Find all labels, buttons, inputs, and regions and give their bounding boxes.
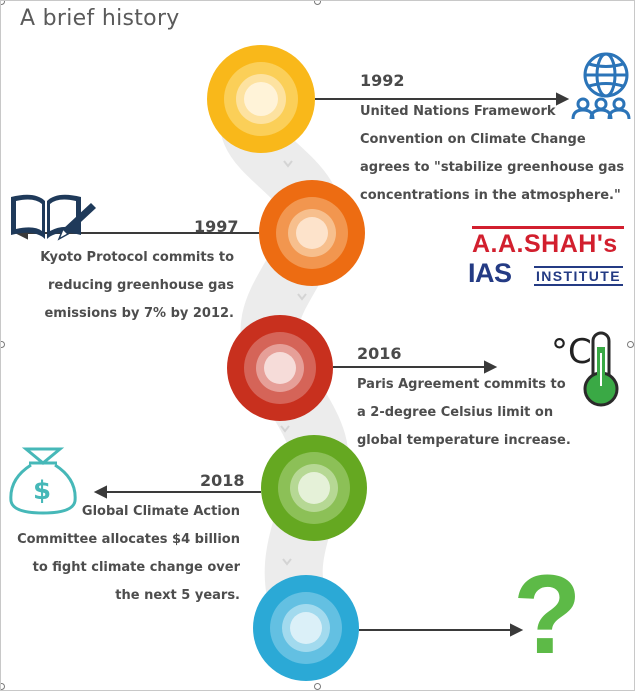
event-2018-line: the next 5 years. — [115, 588, 240, 603]
event-1992-line: United Nations Framework — [360, 104, 556, 119]
circle-future — [253, 575, 359, 681]
dollar-symbol: $ — [33, 476, 52, 506]
event-1997-line: emissions by 7% by 2012. — [44, 306, 234, 321]
institute-logo — [468, 226, 627, 290]
event-2018-line: Committee allocates $4 billion — [17, 532, 240, 547]
logo-top-rule — [472, 226, 624, 229]
page-title: A brief history — [20, 6, 180, 31]
event-2016-description — [357, 371, 571, 455]
logo-ias: IAS — [468, 258, 512, 288]
event-1997-description — [40, 244, 234, 328]
logo-name: A.A.SHAH's — [472, 230, 618, 258]
celsius-symbol: °C — [551, 332, 592, 372]
resize-handle-bottom[interactable] — [314, 683, 321, 690]
event-1997-line: reducing greenhouse gas — [48, 278, 234, 293]
year-1997: 1997 — [194, 217, 239, 236]
year-2016: 2016 — [357, 344, 402, 363]
circle-1997 — [259, 180, 365, 286]
event-1997-line: Kyoto Protocol commits to — [40, 250, 234, 265]
circle-2018 — [261, 435, 367, 541]
event-2018-description — [17, 498, 240, 610]
year-1992: 1992 — [360, 71, 405, 90]
event-2018-line: to fight climate change over — [32, 560, 240, 575]
circle-2016 — [227, 315, 333, 421]
logo-institute: INSTITUTE — [536, 268, 621, 284]
event-1992-line: Convention on Climate Change — [360, 132, 586, 147]
event-1992-description — [360, 98, 624, 210]
question-mark-icon: ? — [513, 552, 582, 677]
event-2016-line: Paris Agreement commits to — [357, 377, 566, 392]
event-2018-line: Global Climate Action — [81, 504, 240, 519]
circle-1992 — [207, 45, 315, 153]
event-2016-line: a 2-degree Celsius limit on — [357, 405, 554, 420]
event-1992-line: agrees to "stabilize greenhouse gas — [360, 160, 625, 175]
year-2018: 2018 — [200, 471, 245, 490]
resize-handle-right[interactable] — [627, 341, 634, 348]
event-2016-line: global temperature increase. — [357, 433, 571, 448]
event-1992-line: concentrations in the atmosphere." — [360, 188, 621, 203]
